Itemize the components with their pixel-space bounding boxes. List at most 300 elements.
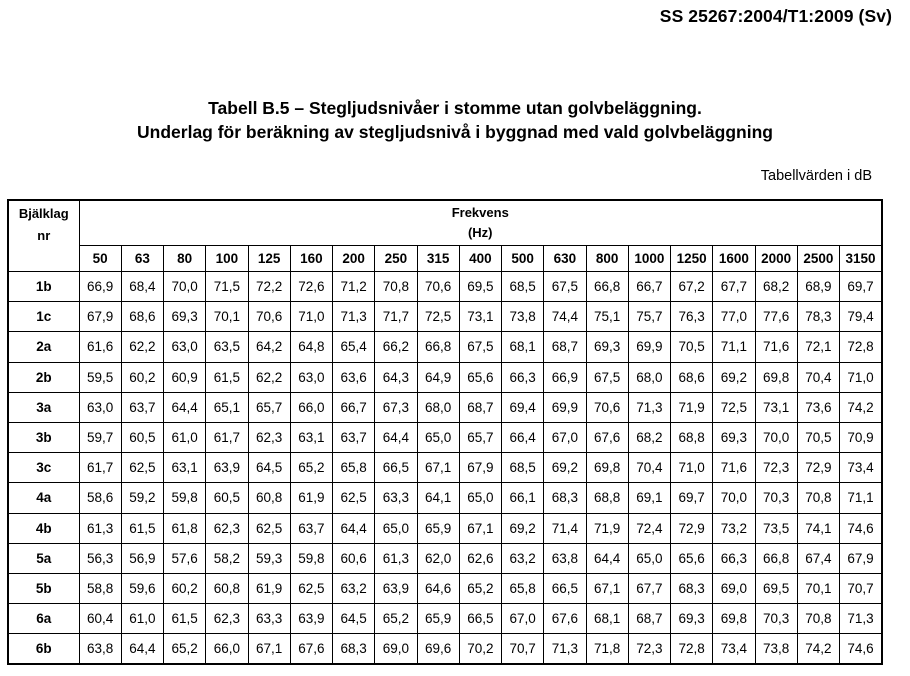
table-cell: 72,8: [671, 634, 713, 664]
table-cell: 68,1: [502, 332, 544, 362]
table-cell: 68,6: [121, 302, 163, 332]
table-cell: 73,8: [502, 302, 544, 332]
table-cell: 70,6: [586, 392, 628, 422]
table-cell: 70,3: [755, 604, 797, 634]
frequency-header-cell: 400: [459, 246, 501, 272]
table-cell: 68,4: [121, 272, 163, 302]
table-cell: 59,8: [290, 543, 332, 573]
table-cell: 75,1: [586, 302, 628, 332]
table-row: [8, 604, 882, 634]
table-cell: 66,0: [290, 392, 332, 422]
table-cell: 72,9: [797, 453, 839, 483]
table-cell: 69,4: [502, 392, 544, 422]
table-cell: 59,6: [121, 573, 163, 603]
table-cell: 67,1: [586, 573, 628, 603]
table-body: [8, 272, 882, 664]
table-cell: 67,7: [628, 573, 670, 603]
table-cell: 67,7: [713, 272, 755, 302]
table-cell: 64,4: [333, 513, 375, 543]
table-cell: 62,2: [121, 332, 163, 362]
table-cell: 66,4: [502, 422, 544, 452]
table-cell: 63,6: [333, 362, 375, 392]
title-line-2: Underlag för beräkning av stegljudsnivå i byggnad med vald golvbeläggning: [137, 122, 773, 142]
table-cell: 67,1: [459, 513, 501, 543]
table-cell: 62,3: [206, 513, 248, 543]
table-cell: 65,2: [290, 453, 332, 483]
table-cell: 67,1: [417, 453, 459, 483]
table-cell: 66,5: [375, 453, 417, 483]
table-cell: 71,7: [375, 302, 417, 332]
table-cell: 70,8: [375, 272, 417, 302]
table-cell: 68,8: [586, 483, 628, 513]
document-id: SS 25267:2004/T1:2009 (Sv): [659, 6, 892, 26]
table-cell: 69,2: [544, 453, 586, 483]
table-cell: 78,3: [797, 302, 839, 332]
table-cell: 67,9: [840, 543, 883, 573]
table-cell: 60,8: [248, 483, 290, 513]
frequency-header-cell: 1000: [628, 246, 670, 272]
frequency-header-cell: 500: [502, 246, 544, 272]
table-cell: 69,9: [628, 332, 670, 362]
table-cell: 68,7: [628, 604, 670, 634]
frequency-header-cell: 125: [248, 246, 290, 272]
table-cell: 79,4: [840, 302, 883, 332]
table-cell: 71,9: [671, 392, 713, 422]
table-cell: 64,1: [417, 483, 459, 513]
table-cell: 60,5: [206, 483, 248, 513]
table-cell: 69,8: [755, 362, 797, 392]
table-cell: 61,3: [375, 543, 417, 573]
row-label: 1c: [8, 302, 79, 332]
table-cell: 63,0: [164, 332, 206, 362]
row-label: 3a: [8, 392, 79, 422]
table-cell: 69,3: [713, 422, 755, 452]
table-cell: 62,5: [290, 573, 332, 603]
row-label: 6a: [8, 604, 79, 634]
table-cell: 70,5: [797, 422, 839, 452]
table-cell: 67,9: [79, 302, 121, 332]
table-row: [8, 362, 882, 392]
table-cell: 60,5: [121, 422, 163, 452]
table-cell: 75,7: [628, 302, 670, 332]
frequency-header-cell: 1250: [671, 246, 713, 272]
table-cell: 69,8: [586, 453, 628, 483]
table-cell: 68,1: [586, 604, 628, 634]
table-cell: 56,3: [79, 543, 121, 573]
table-cell: 71,6: [755, 332, 797, 362]
table-cell: 74,6: [840, 634, 883, 664]
table-cell: 65,0: [628, 543, 670, 573]
table-cell: 64,2: [248, 332, 290, 362]
table-cell: 71,8: [586, 634, 628, 664]
table-cell: 68,0: [628, 362, 670, 392]
table-row: [8, 483, 882, 513]
table-row: [8, 634, 882, 664]
table-cell: 61,9: [248, 573, 290, 603]
table-cell: 69,8: [713, 604, 755, 634]
table-cell: 73,4: [713, 634, 755, 664]
table-cell: 69,9: [544, 392, 586, 422]
table-cell: 59,7: [79, 422, 121, 452]
table-cell: 68,5: [502, 453, 544, 483]
table-row: [8, 302, 882, 332]
row-label: 6b: [8, 634, 79, 664]
table-cell: 73,5: [755, 513, 797, 543]
table-cell: 70,0: [164, 272, 206, 302]
table-cell: 66,3: [502, 362, 544, 392]
table-cell: 70,2: [459, 634, 501, 664]
table-cell: 65,0: [375, 513, 417, 543]
table-cell: 71,3: [628, 392, 670, 422]
table-cell: 70,5: [671, 332, 713, 362]
table-cell: 65,2: [459, 573, 501, 603]
table-cell: 61,0: [164, 422, 206, 452]
table-cell: 60,2: [164, 573, 206, 603]
table-cell: 64,8: [290, 332, 332, 362]
frequency-header-cell: 50: [79, 246, 121, 272]
table-cell: 62,5: [333, 483, 375, 513]
table-cell: 57,6: [164, 543, 206, 573]
table-cell: 63,7: [121, 392, 163, 422]
table-cell: 71,0: [671, 453, 713, 483]
frequency-header-cell: 2000: [755, 246, 797, 272]
frequency-row: [8, 246, 882, 272]
title-line-1: Tabell B.5 – Stegljudsnivåer i stomme utan golvbeläggning.: [208, 98, 702, 118]
table-cell: 63,8: [79, 634, 121, 664]
frequency-header-cell: 80: [164, 246, 206, 272]
table-cell: 63,2: [502, 543, 544, 573]
frequency-header-line-2: (Hz): [467, 225, 493, 240]
row-header: [8, 200, 79, 272]
table-cell: 67,5: [459, 332, 501, 362]
table-cell: 64,6: [417, 573, 459, 603]
table-cell: 69,5: [459, 272, 501, 302]
table-cell: 63,7: [290, 513, 332, 543]
table-cell: 71,6: [713, 453, 755, 483]
table-cell: 65,2: [164, 634, 206, 664]
table-cell: 68,0: [417, 392, 459, 422]
table-cell: 73,6: [797, 392, 839, 422]
table-cell: 66,8: [755, 543, 797, 573]
table-cell: 77,6: [755, 302, 797, 332]
table-cell: 66,0: [206, 634, 248, 664]
table-row: [8, 422, 882, 452]
table-cell: 69,3: [586, 332, 628, 362]
table-cell: 65,0: [459, 483, 501, 513]
table-cell: 73,1: [755, 392, 797, 422]
table-cell: 67,6: [290, 634, 332, 664]
table-cell: 66,5: [459, 604, 501, 634]
table-cell: 68,3: [333, 634, 375, 664]
table-cell: 68,7: [544, 332, 586, 362]
table-cell: 69,1: [628, 483, 670, 513]
row-label: 1b: [8, 272, 79, 302]
frequency-header-cell: 2500: [797, 246, 839, 272]
table-cell: 67,5: [586, 362, 628, 392]
table-cell: 64,4: [121, 634, 163, 664]
table-cell: 63,7: [333, 422, 375, 452]
row-header-line-1: Bjälklag: [18, 206, 69, 221]
table-cell: 62,3: [206, 604, 248, 634]
table-cell: 71,5: [206, 272, 248, 302]
table-cell: 69,2: [713, 362, 755, 392]
table-cell: 69,0: [713, 573, 755, 603]
table-cell: 65,6: [671, 543, 713, 573]
frequency-header-cell: 63: [121, 246, 163, 272]
table-cell: 61,7: [206, 422, 248, 452]
table-cell: 74,2: [797, 634, 839, 664]
table-cell: 62,5: [121, 453, 163, 483]
row-label: 5a: [8, 543, 79, 573]
row-header-line-2: nr: [37, 228, 51, 243]
table-cell: 65,0: [417, 422, 459, 452]
table-cell: 63,9: [206, 453, 248, 483]
table-cell: 72,5: [713, 392, 755, 422]
table-cell: 72,4: [628, 513, 670, 543]
table-cell: 68,6: [671, 362, 713, 392]
table-cell: 66,9: [544, 362, 586, 392]
table-cell: 74,1: [797, 513, 839, 543]
table-cell: 70,4: [797, 362, 839, 392]
table-cell: 67,3: [375, 392, 417, 422]
table-cell: 63,2: [333, 573, 375, 603]
table-cell: 72,9: [671, 513, 713, 543]
table-cell: 71,1: [713, 332, 755, 362]
table-cell: 74,4: [544, 302, 586, 332]
table-cell: 66,1: [502, 483, 544, 513]
table-cell: 71,0: [290, 302, 332, 332]
table-cell: 63,1: [290, 422, 332, 452]
table-cell: 65,1: [206, 392, 248, 422]
table-cell: 67,5: [544, 272, 586, 302]
table-cell: 70,8: [797, 604, 839, 634]
table-cell: 72,2: [248, 272, 290, 302]
table-cell: 62,6: [459, 543, 501, 573]
table-row: [8, 453, 882, 483]
table-cell: 68,2: [755, 272, 797, 302]
frequency-header-cell: 1600: [713, 246, 755, 272]
table-cell: 65,6: [459, 362, 501, 392]
table-cell: 69,0: [375, 634, 417, 664]
table-cell: 63,5: [206, 332, 248, 362]
row-label: 3b: [8, 422, 79, 452]
frequency-header-line-1: Frekvens: [451, 205, 509, 220]
table-cell: 65,9: [417, 604, 459, 634]
table-cell: 70,0: [755, 422, 797, 452]
table-cell: 65,4: [333, 332, 375, 362]
table-cell: 62,3: [248, 422, 290, 452]
table-cell: 64,4: [586, 543, 628, 573]
frequency-header-cell: 100: [206, 246, 248, 272]
table-cell: 70,1: [797, 573, 839, 603]
table-cell: 66,2: [375, 332, 417, 362]
table-cell: 61,5: [164, 604, 206, 634]
table-cell: 66,9: [79, 272, 121, 302]
table-cell: 70,4: [628, 453, 670, 483]
frequency-header-cell: 800: [586, 246, 628, 272]
table-cell: 70,9: [840, 422, 883, 452]
table-cell: 58,6: [79, 483, 121, 513]
table-cell: 65,7: [459, 422, 501, 452]
table-cell: 72,6: [290, 272, 332, 302]
table-cell: 70,6: [248, 302, 290, 332]
table-cell: 64,5: [248, 453, 290, 483]
table-cell: 61,6: [79, 332, 121, 362]
table-cell: 66,5: [544, 573, 586, 603]
table-cell: 66,7: [333, 392, 375, 422]
table-cell: 71,4: [544, 513, 586, 543]
table-cell: 70,3: [755, 483, 797, 513]
table-cell: 64,3: [375, 362, 417, 392]
table-cell: 61,9: [290, 483, 332, 513]
table-cell: 73,4: [840, 453, 883, 483]
table-cell: 58,8: [79, 573, 121, 603]
table-cell: 71,9: [586, 513, 628, 543]
table-cell: 67,2: [671, 272, 713, 302]
table-cell: 63,8: [544, 543, 586, 573]
table-cell: 69,6: [417, 634, 459, 664]
table-cell: 72,3: [755, 453, 797, 483]
table-cell: 59,8: [164, 483, 206, 513]
table-cell: 74,6: [840, 513, 883, 543]
frequency-group-header: [79, 200, 882, 246]
table-cell: 64,9: [417, 362, 459, 392]
table-cell: 59,2: [121, 483, 163, 513]
table-cell: 64,4: [164, 392, 206, 422]
table-cell: 62,5: [248, 513, 290, 543]
table-cell: 72,5: [417, 302, 459, 332]
table-cell: 63,0: [290, 362, 332, 392]
table-cell: 63,0: [79, 392, 121, 422]
table-cell: 66,3: [713, 543, 755, 573]
table-cell: 71,1: [840, 483, 883, 513]
table-cell: 71,2: [333, 272, 375, 302]
table-cell: 67,4: [797, 543, 839, 573]
table-cell: 72,1: [797, 332, 839, 362]
table-cell: 63,9: [375, 573, 417, 603]
impact-sound-table: [7, 199, 883, 665]
table-cell: 62,0: [417, 543, 459, 573]
table-cell: 72,3: [628, 634, 670, 664]
table-cell: 66,8: [586, 272, 628, 302]
table-row: [8, 573, 882, 603]
table-cell: 69,2: [502, 513, 544, 543]
table-cell: 56,9: [121, 543, 163, 573]
table-cell: 70,7: [840, 573, 883, 603]
table-cell: 73,8: [755, 634, 797, 664]
table-cell: 60,4: [79, 604, 121, 634]
table-cell: 59,5: [79, 362, 121, 392]
row-label: 5b: [8, 573, 79, 603]
table-cell: 59,3: [248, 543, 290, 573]
table-cell: 70,0: [713, 483, 755, 513]
frequency-header-cell: 3150: [840, 246, 883, 272]
table-cell: 61,5: [206, 362, 248, 392]
table-cell: 65,8: [502, 573, 544, 603]
frequency-header-cell: 160: [290, 246, 332, 272]
table-cell: 61,7: [79, 453, 121, 483]
table-cell: 68,8: [671, 422, 713, 452]
frequency-header-cell: 630: [544, 246, 586, 272]
table-cell: 69,5: [755, 573, 797, 603]
table-cell: 74,2: [840, 392, 883, 422]
table-cell: 58,2: [206, 543, 248, 573]
table-cell: 68,7: [459, 392, 501, 422]
table-cell: 63,3: [375, 483, 417, 513]
table-cell: 67,6: [544, 604, 586, 634]
table-cell: 70,8: [797, 483, 839, 513]
table-cell: 67,0: [502, 604, 544, 634]
table-cell: 68,2: [628, 422, 670, 452]
table-cell: 61,3: [79, 513, 121, 543]
table-cell: 60,2: [121, 362, 163, 392]
table-cell: 68,3: [671, 573, 713, 603]
table-cell: 64,4: [375, 422, 417, 452]
table-cell: 65,8: [333, 453, 375, 483]
table-cell: 76,3: [671, 302, 713, 332]
frequency-header-cell: 200: [333, 246, 375, 272]
table-cell: 60,9: [164, 362, 206, 392]
table-cell: 70,1: [206, 302, 248, 332]
table-row: [8, 272, 882, 302]
table-cell: 71,3: [840, 604, 883, 634]
table-cell: 69,3: [164, 302, 206, 332]
table-cell: 70,7: [502, 634, 544, 664]
table-title: [0, 96, 910, 144]
table-cell: 61,8: [164, 513, 206, 543]
table-cell: 60,8: [206, 573, 248, 603]
table-cell: 73,1: [459, 302, 501, 332]
frequency-header-cell: 250: [375, 246, 417, 272]
table-cell: 67,1: [248, 634, 290, 664]
table-cell: 71,3: [544, 634, 586, 664]
table-cell: 77,0: [713, 302, 755, 332]
table-cell: 69,7: [840, 272, 883, 302]
table-cell: 66,8: [417, 332, 459, 362]
table-cell: 67,6: [586, 422, 628, 452]
table-cell: 67,9: [459, 453, 501, 483]
table-cell: 72,8: [840, 332, 883, 362]
table-cell: 66,7: [628, 272, 670, 302]
frequency-header-cell: 315: [417, 246, 459, 272]
table-cell: 71,0: [840, 362, 883, 392]
table-cell: 65,2: [375, 604, 417, 634]
table-cell: 61,5: [121, 513, 163, 543]
table-cell: 60,6: [333, 543, 375, 573]
row-label: 4a: [8, 483, 79, 513]
table-row: [8, 392, 882, 422]
table-cell: 69,3: [671, 604, 713, 634]
table-cell: 73,2: [713, 513, 755, 543]
table-cell: 61,0: [121, 604, 163, 634]
table-cell: 71,3: [333, 302, 375, 332]
table-cell: 63,3: [248, 604, 290, 634]
row-label: 2b: [8, 362, 79, 392]
table-cell: 63,9: [290, 604, 332, 634]
table-row: [8, 513, 882, 543]
row-label: 2a: [8, 332, 79, 362]
table-cell: 68,3: [544, 483, 586, 513]
table-cell: 65,9: [417, 513, 459, 543]
table-cell: 62,2: [248, 362, 290, 392]
table-cell: 65,7: [248, 392, 290, 422]
table-cell: 68,9: [797, 272, 839, 302]
table-cell: 68,5: [502, 272, 544, 302]
table-cell: 70,6: [417, 272, 459, 302]
table-cell: 63,1: [164, 453, 206, 483]
table-row: [8, 332, 882, 362]
table-cell: 67,0: [544, 422, 586, 452]
